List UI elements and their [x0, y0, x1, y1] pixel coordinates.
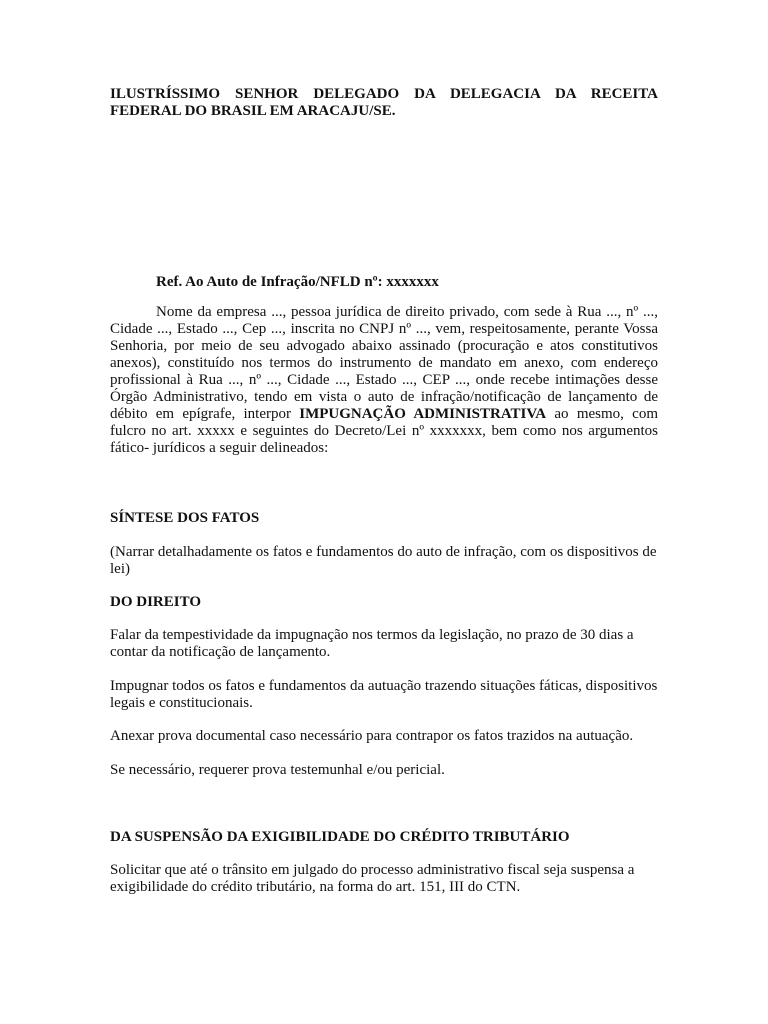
intro-text-end: ao mesmo, com fulcro no art. xxxxx e seguintes do Decreto/Lei nº xxxxxxx, bem como nos argumentos fático- jurídicos a seguir delineados: [110, 406, 658, 456]
direito-paragraph: Anexar prova documental caso necessário para contrapor os fatos trazidos na autuação. [110, 728, 634, 744]
direito-paragraph: Impugnar todos os fatos e fundamentos da autuação trazendo situações fáticas, dispositivos legais e constitucionais. [110, 678, 658, 711]
section-title-direito: DO DIREITO [110, 594, 201, 610]
section-title-fatos: SÍNTESE DOS FATOS [110, 510, 260, 526]
section-title-suspensao: DA SUSPENSÃO DA EXIGIBILIDADE DO CRÉDITO TRIBUTÁRIO [110, 829, 570, 845]
intro-bold-text: IMPUGNAÇÃO ADMINISTRATIVA [299, 406, 547, 422]
intro-paragraph [110, 304, 658, 457]
direito-paragraph: Falar da tempestividade da impugnação nos termos da legislação, no prazo de 30 dias a contar da notificação de lançamento. [110, 627, 634, 660]
reference-line: Ref. Ao Auto de Infração/NFLD nº: xxxxxxx [156, 274, 439, 290]
section-text-fatos: (Narrar detalhadamente os fatos e fundamentos do auto de infração, com os dispositivos de lei) [110, 544, 657, 577]
direito-paragraph: Se necessário, requerer prova testemunhal e/ou pericial. [110, 762, 445, 778]
document-heading: ILUSTRÍSSIMO SENHOR DELEGADO DA DELEGACIA DA RECEITA FEDERAL DO BRASIL EM ARACAJU/SE. [110, 86, 658, 119]
intro-text-start: Nome da empresa ..., pessoa jurídica de direito privado, com sede à Rua ..., nº ..., Cidade ..., Estado ..., Cep ..., inscrita no CNPJ nº ..., vem, respeitosamente, perante Vossa Senhoria, por meio de seu advogado abaixo assinado (procuração e atos constitutivos anexos), constituído nos termos do instrumento de mandato em anexo, com endereço profissional à Rua ..., nº ..., Cidade ..., Estado ..., CEP ..., onde recebe intimações desse Órgão Administrativo, tendo em vista o auto de infração/notificação de lançamento de débito em epígrafe, interpor [110, 304, 658, 422]
section-text-suspensao: Solicitar que até o trânsito em julgado do processo administrativo fiscal seja suspensa a exigibilidade do crédito tributário, na forma do art. 151, III do CTN. [110, 862, 635, 895]
